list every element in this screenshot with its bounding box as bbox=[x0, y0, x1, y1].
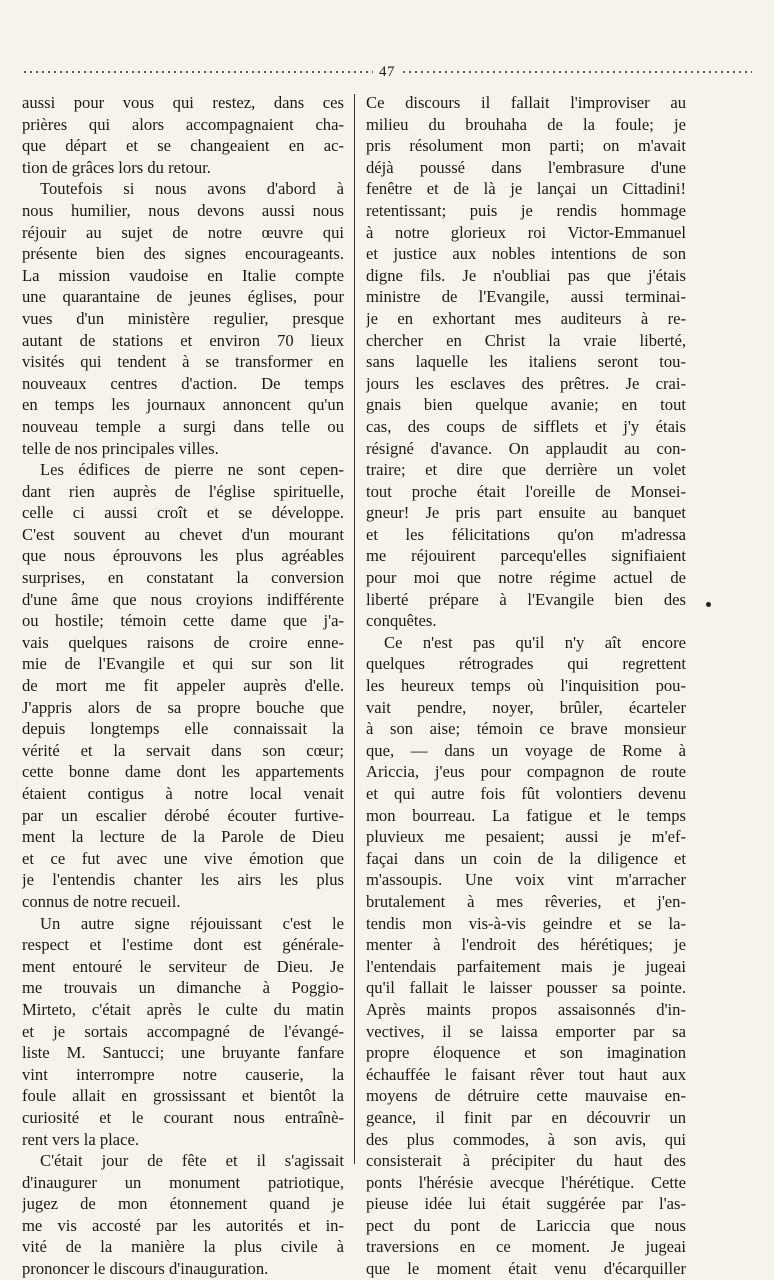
text-line: J'appris alors de sa propre bouche que bbox=[22, 697, 344, 717]
text-line: les heureux temps où l'inquisition pou- bbox=[366, 676, 686, 696]
text-line: ministre de l'Evangile, aussi terminai- bbox=[366, 287, 686, 307]
text-line: je en exhortant mes auditeurs à re- bbox=[366, 308, 686, 328]
text-line: nous humilier, nous devons aussi nous bbox=[22, 200, 344, 220]
text-line: façai dans un coin de la diligence et bbox=[366, 848, 686, 868]
text-line: cette bonne dame dont les appartements bbox=[22, 762, 344, 782]
text-line: propre éloquence et son imagination bbox=[366, 1043, 686, 1063]
text-line: que nous éprouvons les plus agréables bbox=[22, 546, 344, 566]
text-line: pluvieux me pesaient; aussi je m'ef- bbox=[366, 827, 686, 847]
text-line: réjouir au sujet de notre œuvre qui bbox=[22, 222, 344, 242]
text-line: tout proche était l'oreille de Monsei- bbox=[366, 481, 686, 501]
text-line: depuis longtemps elle connaissait la bbox=[22, 719, 344, 739]
text-line: tion de grâces lors du retour. bbox=[22, 157, 211, 177]
text-line: rent vers la place. bbox=[22, 1129, 140, 1149]
text-line: ment la lecture de la Parole de Dieu bbox=[22, 827, 344, 847]
text-line: et justice aux nobles intentions de son bbox=[366, 244, 686, 264]
column-divider bbox=[354, 94, 355, 1164]
text-line: chercher en Christ la vraie liberté, bbox=[366, 330, 686, 350]
text-line: l'entendais parfaitement mais je jugeai bbox=[366, 956, 686, 976]
header-rule-left bbox=[22, 70, 373, 75]
text-line: de mort me fit appeler auprès d'elle. bbox=[22, 676, 344, 696]
text-line: jours les esclaves des prêtres. Je crai- bbox=[366, 373, 686, 393]
text-line: m'assoupis. Une voix vint m'arracher bbox=[366, 870, 686, 890]
text-line: connus de notre recueil. bbox=[22, 891, 181, 911]
text-line: que, — dans un voyage de Rome à bbox=[366, 740, 686, 760]
text-line: quelques rétrogrades qui regrettent bbox=[366, 654, 686, 674]
text-line: consisterait à précipiter du haut des bbox=[366, 1151, 686, 1171]
text-line: que le moment était venu d'écarquiller bbox=[366, 1259, 686, 1279]
text-line: vues d'un ministère regulier, presque bbox=[22, 308, 344, 328]
text-line: traversions en ce moment. Je jugeai bbox=[366, 1237, 686, 1257]
text-line: et je sortais accompagné de l'évangé- bbox=[22, 1021, 344, 1041]
text-line: qu'il fallait le laisser pousser sa pointe. bbox=[366, 978, 686, 998]
text-line: d'inaugurer un monument patriotique, bbox=[22, 1172, 344, 1192]
text-line: vité de la manière la plus civile à bbox=[22, 1237, 344, 1257]
text-line: cas, des coups de sifflets et j'y étais bbox=[366, 416, 686, 436]
text-line: pour moi que notre régime actuel de bbox=[366, 568, 686, 588]
text-line: conquêtes. bbox=[366, 611, 437, 631]
left-column bbox=[22, 92, 344, 1280]
text-line: Mirteto, c'était après le culte du matin bbox=[22, 999, 344, 1019]
text-line: Ce discours il fallait l'improviser au bbox=[366, 93, 686, 112]
text-line: tendis mon vis-à-vis geindre et se la- bbox=[366, 913, 686, 933]
text-line: résigné d'avance. On applaudit au con- bbox=[366, 438, 686, 458]
text-line: et les félicitations qu'on m'adressa bbox=[366, 524, 686, 544]
text-line: menter à l'endroit des hérétiques; je bbox=[366, 935, 686, 955]
text-line: respect et l'estime dont est générale- bbox=[22, 935, 344, 955]
text-line: brutalement à mes rêveries, et j'en- bbox=[366, 891, 686, 911]
text-line: ponts l'hérésie avecque l'hérétique. Cette bbox=[366, 1172, 686, 1192]
text-line: moyens de détruire cette mauvaise en- bbox=[366, 1086, 686, 1106]
text-line: pect du pont de Lariccia que nous bbox=[366, 1215, 686, 1235]
text-line: autant de stations et environ 70 lieux bbox=[22, 330, 344, 350]
text-line: étaient contigus à notre local venait bbox=[22, 784, 344, 803]
text-line: geance, il finit par en découvrir un bbox=[366, 1107, 686, 1127]
text-line: déjà poussé dans l'embrasure d'une bbox=[366, 157, 686, 177]
text-line: et qui autre fois fût volontiers devenu bbox=[366, 784, 686, 803]
text-line: vint interrompre notre causerie, la bbox=[22, 1064, 344, 1084]
text-line: C'est souvent au chevet d'un mourant bbox=[22, 524, 344, 544]
text-line: Un autre signe réjouissant c'est le bbox=[40, 913, 344, 933]
text-line: fenêtre et de là je lançai un Cittadini! bbox=[366, 179, 686, 199]
text-line: et ce fut avec une vive émotion que bbox=[22, 848, 344, 868]
text-line: pris résolument mon parti; on m'avait bbox=[366, 136, 686, 156]
text-line: vait pendre, noyer, brûler, écarteler bbox=[366, 697, 686, 717]
text-line: mon bourreau. La fatigue et le temps bbox=[366, 805, 686, 825]
text-line: vectives, il se laissa emporter par sa bbox=[366, 1021, 686, 1041]
text-line: jugez de mon étonnement quand je bbox=[22, 1194, 344, 1214]
text-line: surprises, en constatant la conversion bbox=[22, 568, 344, 588]
page-number: 47 bbox=[379, 63, 395, 80]
text-line: Après maints propos assaisonnés d'in- bbox=[366, 999, 686, 1019]
text-line: me réjouirent parcequ'elles signifiaient bbox=[366, 546, 686, 566]
text-line: dant rien auprès de l'église spirituelle, bbox=[22, 481, 344, 501]
text-line: traire; et dire que derrière un volet bbox=[366, 460, 686, 480]
text-line: C'était jour de fête et il s'agissait bbox=[40, 1151, 344, 1171]
text-line: échauffée le faisant rêver tout haut aux bbox=[366, 1064, 686, 1084]
text-line: telle de nos principales villes. bbox=[22, 438, 219, 458]
text-line: Ce n'est pas qu'il n'y aît encore bbox=[384, 632, 686, 652]
text-line: liste M. Santucci; une bruyante fanfare bbox=[22, 1043, 344, 1063]
header-rule-right bbox=[401, 70, 752, 75]
text-line: nouveaux centres d'action. De temps bbox=[22, 373, 344, 393]
text-line: vais quelques raisons de croire enne- bbox=[22, 632, 344, 652]
page-header bbox=[22, 62, 752, 82]
text-line: me vis accosté par les autorités et in- bbox=[22, 1215, 344, 1235]
text-line: par un escalier dérobé écouter furtive- bbox=[22, 805, 344, 825]
text-line: à notre glorieux roi Victor-Emmanuel bbox=[366, 222, 686, 242]
text-line: prononcer le discours d'inauguration. bbox=[22, 1259, 269, 1279]
text-line: me trouvais un dimanche à Poggio- bbox=[22, 978, 344, 998]
text-line: gneur! Je pris part ensuite au banquet bbox=[366, 503, 686, 523]
text-line: à son aise; témoin ce brave monsieur bbox=[366, 719, 686, 739]
text-line: une quarantaine de jeunes églises, pour bbox=[22, 287, 344, 307]
text-line: Toutefois si nous avons d'abord à bbox=[40, 179, 344, 199]
text-line: liberté prépare à l'Evangile bien des bbox=[366, 589, 686, 609]
text-line: nouveau temple a surgi dans telle ou bbox=[22, 416, 344, 436]
text-line: Ariccia, j'eus pour compagnon de route bbox=[366, 762, 686, 782]
text-line: d'une âme que nous croyions indifférente bbox=[22, 589, 344, 609]
margin-dot bbox=[706, 602, 711, 607]
text-line: foule allait en grossissant et bientôt la bbox=[22, 1086, 344, 1106]
text-line: digne fils. Je n'oubliai pas que j'étais bbox=[366, 265, 686, 285]
text-line: sans laquelle les italiens seront tou- bbox=[366, 352, 686, 372]
text-line: je l'entendis chanter les airs les plus bbox=[22, 870, 344, 890]
text-line: aussi pour vous qui restez, dans ces bbox=[22, 93, 344, 112]
text-line: que départ et se changeaient en ac- bbox=[22, 136, 344, 156]
right-column bbox=[366, 92, 686, 1280]
text-line: pieuse idée lui était suggérée par l'as- bbox=[366, 1194, 686, 1214]
text-line: celle ci aussi croît et se développe. bbox=[22, 503, 344, 523]
text-line: ment entouré le serviteur de Dieu. Je bbox=[22, 956, 344, 976]
text-line: présente bien des signes encourageants. bbox=[22, 244, 344, 264]
text-line: ou hostile; témoin cette dame que j'a- bbox=[22, 611, 344, 631]
text-line: prières qui alors accompagnaient cha- bbox=[22, 114, 344, 134]
text-line: mie de l'Evangile et qui sur son lit bbox=[22, 654, 344, 674]
text-line: des plus commodes, à son avis, qui bbox=[366, 1129, 686, 1149]
text-line: en temps les journaux annoncent qu'un bbox=[22, 395, 344, 415]
text-line: milieu du brouhaha de la foule; je bbox=[366, 114, 686, 134]
text-line: visités qui tendent à se transformer en bbox=[22, 352, 344, 372]
text-line: Les édifices de pierre ne sont cepen- bbox=[40, 460, 344, 480]
text-line: La mission vaudoise en Italie compte bbox=[22, 265, 344, 285]
text-line: gnais bien quelque avanie; en tout bbox=[366, 395, 686, 415]
text-line: retentissant; puis je rendis hommage bbox=[366, 200, 686, 220]
text-line: curiosité et le courant nous entraînè- bbox=[22, 1107, 344, 1127]
text-line: vérité et la servait dans son cœur; bbox=[22, 740, 344, 760]
